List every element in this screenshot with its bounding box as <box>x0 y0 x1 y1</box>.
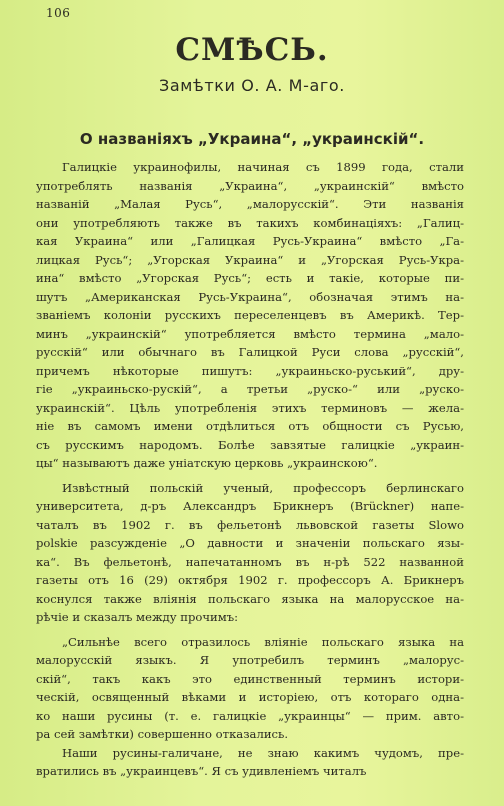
section-subtitle: Замѣтки О. А. М-аго. <box>159 76 345 95</box>
text-line: украинскій“. Цѣль употребленія этихъ терминовъ — жела- <box>36 400 464 415</box>
text-line: ко наши русины (т. е. галицкіе „украинцы“ — прим. авто- <box>36 708 464 723</box>
text-line: причемъ нѣкоторые пишутъ: „украиньско-руський“, дру- <box>36 363 464 378</box>
text-line: лицкая Русь“; „Угорская Украина“ и „Угорская Русь-Укра- <box>36 252 464 267</box>
text-line: они употребляють также въ такихъ комбинаціяхъ: „Галиц- <box>36 215 464 230</box>
text-line: цы“ называютъ даже уніатскую церковь „украинскою“. <box>36 456 378 470</box>
text-line: ина“ вмѣсто „Угорская Русь“; есть и такіе, которые пи- <box>36 271 464 285</box>
text-line: шутъ „Американская Русь-Украина“, обозначая этимъ на- <box>36 289 464 304</box>
text-line: Наши русины-галичане, не знаю какимъ чудомъ, пре- <box>62 745 464 760</box>
text-line: рѣчіе и сказалъ между прочимъ: <box>36 610 239 624</box>
paragraph <box>36 158 464 473</box>
paragraph <box>36 633 464 781</box>
text-line: ра сей замѣтки) совершенно отказались. <box>36 727 289 741</box>
text-line: ка“. Въ фельетонѣ, напечатанномъ въ н-рѣ 522 названной <box>36 554 464 569</box>
text-line: ніе въ самомъ имени отдѣлиться отъ общности съ Русью, <box>36 419 464 433</box>
text-line: ческій, освященный вѣками и исторіею, отъ котораго одна- <box>36 690 464 704</box>
text-line: минъ „украинскій“ употребляется вмѣсто термина „мало- <box>36 326 464 341</box>
text-line: употреблять названія „Украина“, „украинскій“ вмѣсто <box>36 178 464 193</box>
text-line: скій“, такъ какъ это единственный терминъ истори- <box>36 671 464 686</box>
text-line: съ русскимъ народомъ. Болѣе завзятые галицкіе „украин- <box>36 437 464 452</box>
text-line: чаталъ въ 1902 г. въ фельетонѣ львовской газеты Slowo <box>36 517 464 532</box>
article-body <box>36 158 464 781</box>
paragraph <box>36 479 464 627</box>
text-line: „Сильнѣе всего отразилось вліяніе польскаго языка на <box>62 634 464 649</box>
text-line: коснулся также вліянія польскаго языка на малорусское на- <box>36 591 464 606</box>
text-line: Извѣстный польскій ученый, профессоръ берлинскаго <box>62 480 464 495</box>
page-number: 106 <box>46 6 71 20</box>
article-title: О названіяхъ „Украина“, „украинскій“. <box>79 130 425 148</box>
text-line: званіемъ колоніи русскихъ переселенцевъ въ Америкѣ. Тер- <box>36 308 464 322</box>
text-line: русскій“ или обычнаго въ Галицкой Руси слова „русскій“, <box>36 345 464 359</box>
section-title: СМѢСЬ. <box>175 32 329 68</box>
text-line: газеты отъ 16 (29) октября 1902 г. профессоръ А. Брикнеръ <box>36 573 464 587</box>
text-line: polskie разсужденіе „О давности и значеніи польскаго язы- <box>36 536 464 550</box>
text-line: гіе „украиньско-рускій“, а третьи „руско-“ или „руско- <box>36 382 464 396</box>
text-line: названій „Малая Русь“, „малорусскій“. Эти названія <box>36 197 464 211</box>
text-line: Галицкіе украинофилы, начиная съ 1899 года, стали <box>62 160 464 174</box>
text-line: кая Украина“ или „Галицкая Русь-Украина“ вмѣсто „Га- <box>36 234 464 248</box>
text-line: вратились въ „украинцевъ“. Я съ удивленіемъ читалъ <box>36 764 367 778</box>
text-line: университета, д-ръ Александръ Брикнеръ (Brückner) напе- <box>36 499 464 513</box>
text-line: малорусскій языкъ. Я употребилъ терминъ „малорус- <box>36 653 464 667</box>
